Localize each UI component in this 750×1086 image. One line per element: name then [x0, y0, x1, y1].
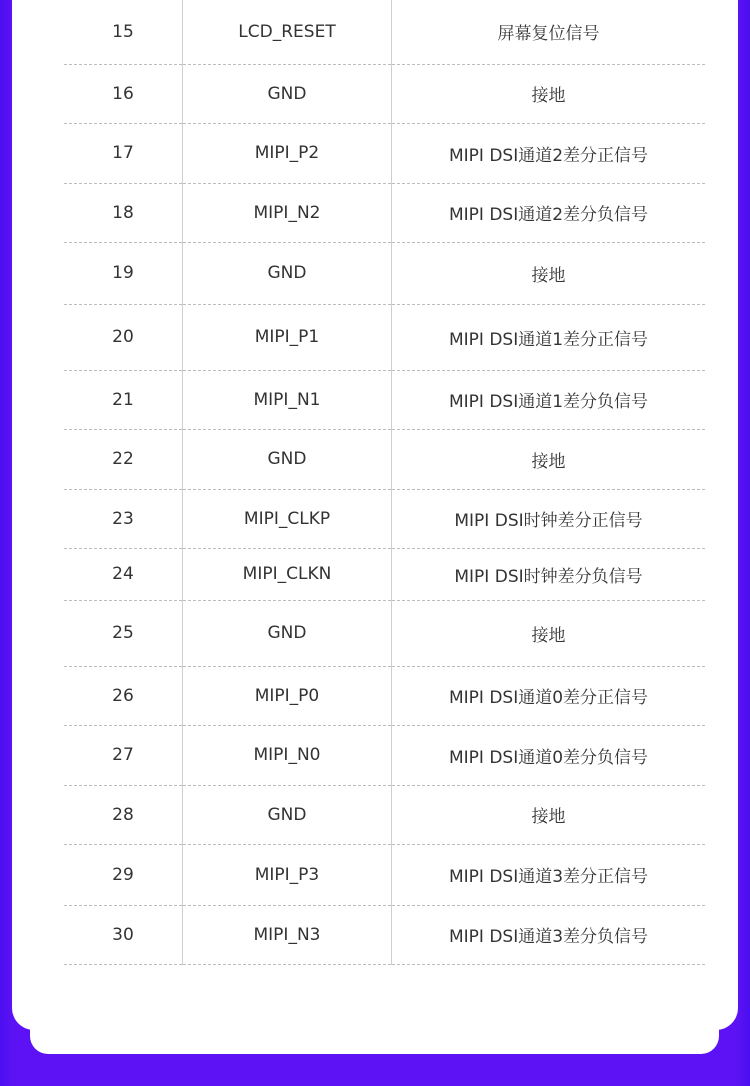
- table-row: [64, 600, 705, 666]
- pin-name-cell: MIPI_N1: [183, 370, 392, 429]
- table-row: [64, 489, 705, 548]
- table-row: [64, 183, 705, 242]
- pin-number-cell: 28: [64, 785, 183, 844]
- pin-description-cell: 接地: [392, 64, 706, 123]
- pin-description-cell: MIPI DSI通道1差分正信号: [392, 304, 706, 370]
- pin-name-cell: GND: [183, 64, 392, 123]
- table-row: [64, 844, 705, 905]
- pin-description-cell: 屏幕复位信号: [392, 0, 706, 64]
- pin-number-cell: 16: [64, 64, 183, 123]
- pin-definition-table: [64, 0, 705, 965]
- pin-description-cell: 接地: [392, 600, 706, 666]
- pin-number-cell: 20: [64, 304, 183, 370]
- pin-number-cell: 24: [64, 548, 183, 600]
- table-row: [64, 666, 705, 725]
- table-row: [64, 242, 705, 304]
- pin-number-cell: 19: [64, 242, 183, 304]
- pin-name-cell: MIPI_CLKP: [183, 489, 392, 548]
- pin-name-cell: MIPI_P1: [183, 304, 392, 370]
- pin-name-cell: GND: [183, 785, 392, 844]
- pin-number-cell: 27: [64, 725, 183, 785]
- pin-number-cell: 18: [64, 183, 183, 242]
- table-row: [64, 905, 705, 964]
- pin-number-cell: 23: [64, 489, 183, 548]
- pin-number-cell: 26: [64, 666, 183, 725]
- content-card: [12, 0, 738, 1030]
- pin-description-cell: MIPI DSI时钟差分负信号: [392, 548, 706, 600]
- pin-number-cell: 15: [64, 0, 183, 64]
- table-row: [64, 123, 705, 183]
- pin-name-cell: GND: [183, 242, 392, 304]
- pin-description-cell: MIPI DSI通道2差分负信号: [392, 183, 706, 242]
- table-row: [64, 429, 705, 489]
- pin-number-cell: 29: [64, 844, 183, 905]
- table-row: [64, 785, 705, 844]
- table-row: [64, 304, 705, 370]
- table-row: [64, 64, 705, 123]
- pin-name-cell: MIPI_N3: [183, 905, 392, 964]
- pin-name-cell: MIPI_N2: [183, 183, 392, 242]
- pin-description-cell: 接地: [392, 785, 706, 844]
- pin-name-cell: MIPI_CLKN: [183, 548, 392, 600]
- pin-number-cell: 17: [64, 123, 183, 183]
- pin-name-cell: MIPI_P3: [183, 844, 392, 905]
- pin-name-cell: MIPI_N0: [183, 725, 392, 785]
- pin-table-body: [64, 0, 705, 964]
- pin-description-cell: MIPI DSI通道0差分负信号: [392, 725, 706, 785]
- pin-description-cell: MIPI DSI通道3差分负信号: [392, 905, 706, 964]
- pin-name-cell: MIPI_P0: [183, 666, 392, 725]
- pin-name-cell: GND: [183, 600, 392, 666]
- pin-number-cell: 25: [64, 600, 183, 666]
- pin-number-cell: 21: [64, 370, 183, 429]
- pin-description-cell: 接地: [392, 242, 706, 304]
- pin-description-cell: MIPI DSI通道3差分正信号: [392, 844, 706, 905]
- pin-name-cell: LCD_RESET: [183, 0, 392, 64]
- table-row: [64, 725, 705, 785]
- table-row: [64, 0, 705, 64]
- pin-description-cell: MIPI DSI通道0差分正信号: [392, 666, 706, 725]
- pin-description-cell: MIPI DSI通道2差分正信号: [392, 123, 706, 183]
- table-row: [64, 548, 705, 600]
- pin-name-cell: MIPI_P2: [183, 123, 392, 183]
- pin-number-cell: 22: [64, 429, 183, 489]
- pin-name-cell: GND: [183, 429, 392, 489]
- pin-description-cell: MIPI DSI时钟差分正信号: [392, 489, 706, 548]
- table-row: [64, 370, 705, 429]
- pin-description-cell: 接地: [392, 429, 706, 489]
- pin-description-cell: MIPI DSI通道1差分负信号: [392, 370, 706, 429]
- pin-number-cell: 30: [64, 905, 183, 964]
